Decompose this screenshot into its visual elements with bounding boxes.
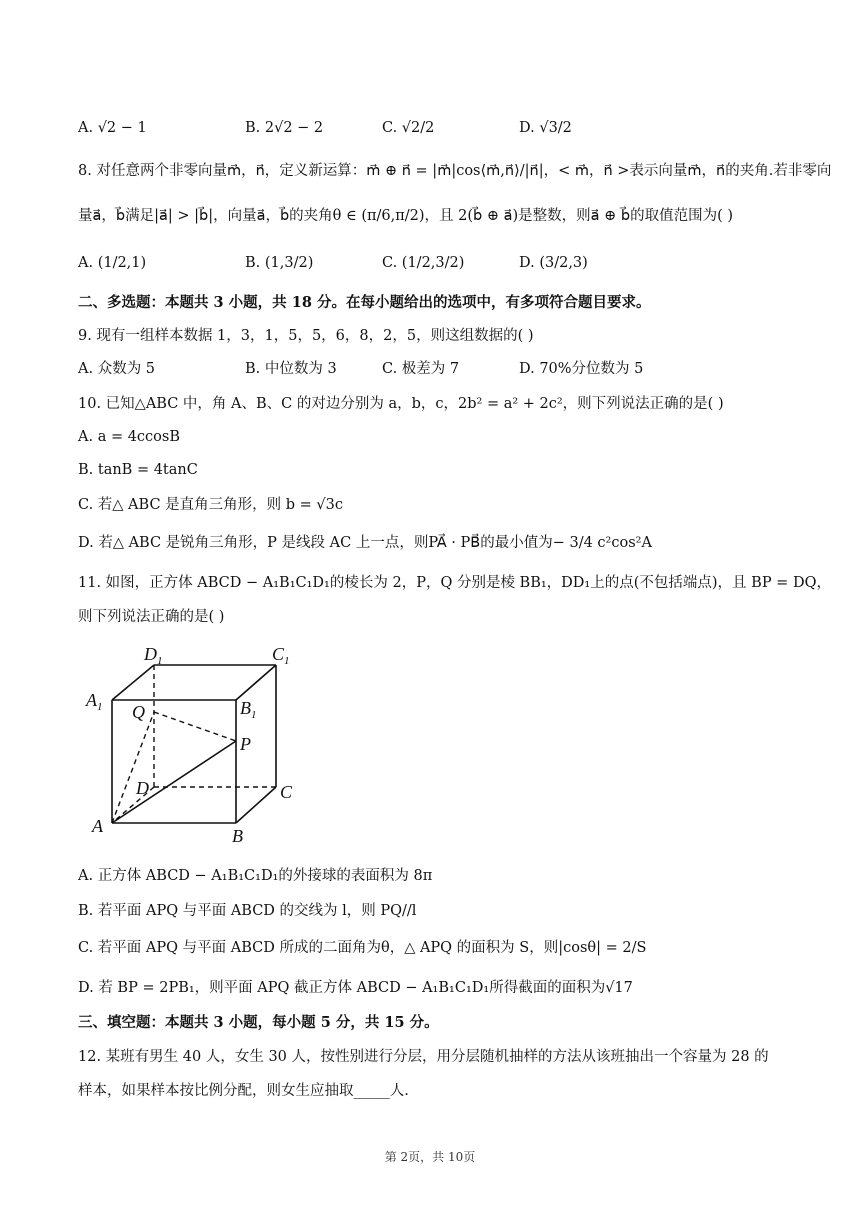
label-c1: $C_1$ xyxy=(272,644,290,667)
q11-option-d: D. 若 BP = 2PB₁，则平面 APQ 截正方体 ABCD − A₁B₁C₁D₁所得截面的面积为√17 xyxy=(78,980,633,996)
q7-option-b: B. 2√2 − 2 xyxy=(245,120,324,136)
q10-option-d: D. 若△ ABC 是锐角三角形，P 是线段 AC 上一点，则PA⃗ · PB⃗的最小值为− 3/4 c²cos²A xyxy=(78,535,652,551)
label-c: C xyxy=(280,782,293,802)
section-2-heading: 二、多选题：本题共 3 小题，共 18 分。在每小题给出的选项中，有多项符合题目要求。 xyxy=(78,294,651,311)
q10-option-c: C. 若△ ABC 是直角三角形，则 b = √3c xyxy=(78,497,343,513)
q7-option-a: A. √2 − 1 xyxy=(78,120,147,136)
label-a: A xyxy=(92,816,103,836)
label-b: B xyxy=(232,826,243,846)
q12-stem-line1: 12. 某班有男生 40 人，女生 30 人，按性别进行分层，用分层随机抽样的方法从该班抽出一个容量为 28 的 xyxy=(78,1049,769,1065)
q11-stem-line2: 则下列说法正确的是( ) xyxy=(78,609,225,625)
q11-option-a: A. 正方体 ABCD − A₁B₁C₁D₁的外接球的表面积为 8π xyxy=(78,868,433,884)
q9-option-b: B. 中位数为 3 xyxy=(245,361,337,377)
q9-options xyxy=(78,356,778,382)
q7-option-c: C. √2/2 xyxy=(382,120,435,136)
q9-option-c: C. 极差为 7 xyxy=(382,361,460,377)
label-d: D xyxy=(136,778,149,798)
q8-stem-line2: 量a⃗，b⃗满足|a⃗| > |b⃗|，向量a⃗，b⃗的夹角θ ∈ (π/6,π/2)，且 2(b⃗ ⊕ a⃗)是整数，则a⃗ ⊕ b⃗的取值范围为( ) xyxy=(78,208,734,224)
q10-stem: 10. 已知△ABC 中，角 A、B、C 的对边分别为 a，b，c，2b² = a² + 2c²，则下列说法正确的是( ) xyxy=(78,396,724,412)
q8-option-b: B. (1,3/2) xyxy=(245,255,314,271)
q11-option-b: B. 若平面 APQ 与平面 ABCD 的交线为 l，则 PQ//l xyxy=(78,903,417,919)
q9-option-d: D. 70%分位数为 5 xyxy=(519,361,644,377)
cube-figure xyxy=(78,640,318,850)
q8-stem-line1: 8. 对任意两个非零向量m⃗，n⃗，定义新运算：m⃗ ⊕ n⃗ = |m⃗|cos⟨m⃗,n⃗⟩/|n⃗|，< m⃗，n⃗ >表示向量m⃗，n⃗的夹角.若非零向 xyxy=(78,163,832,179)
q8-option-a: A. (1/2,1) xyxy=(78,255,147,271)
q11-option-c: C. 若平面 APQ 与平面 ABCD 所成的二面角为θ，△ APQ 的面积为 S，则|cosθ| = 2/S xyxy=(78,940,647,956)
label-b1: $B_1$ xyxy=(240,698,257,721)
q11-stem-line1: 11. 如图，正方体 ABCD − A₁B₁C₁D₁的棱长为 2，P，Q 分别是棱 BB₁，DD₁上的点(不包括端点)，且 BP = DQ， xyxy=(78,575,831,591)
q9-option-a: A. 众数为 5 xyxy=(78,361,156,377)
label-a1: $A_1$ xyxy=(86,690,103,713)
q10-option-b: B. tanB = 4tanC xyxy=(78,462,198,478)
q9-stem: 9. 现有一组样本数据 1，3，1，5，5，6，8，2，5，则这组数据的( ) xyxy=(78,328,534,344)
q8-options xyxy=(78,250,778,276)
q8-option-c: C. (1/2,3/2) xyxy=(382,255,465,271)
label-p: P xyxy=(240,734,251,754)
label-q: Q xyxy=(132,702,145,722)
section-3-heading: 三、填空题：本题共 3 小题，每小题 5 分，共 15 分。 xyxy=(78,1014,439,1031)
q10-option-a: A. a = 4ccosB xyxy=(78,429,180,445)
q7-option-d: D. √3/2 xyxy=(519,120,572,136)
q7-options xyxy=(78,115,778,141)
q8-option-d: D. (3/2,3) xyxy=(519,255,588,271)
label-d1: $D_1$ xyxy=(144,644,163,667)
page-footer: 第 2页，共 10页 xyxy=(384,1150,476,1164)
q12-stem-line2: 样本，如果样本按比例分配，则女生应抽取_____人. xyxy=(78,1083,409,1099)
